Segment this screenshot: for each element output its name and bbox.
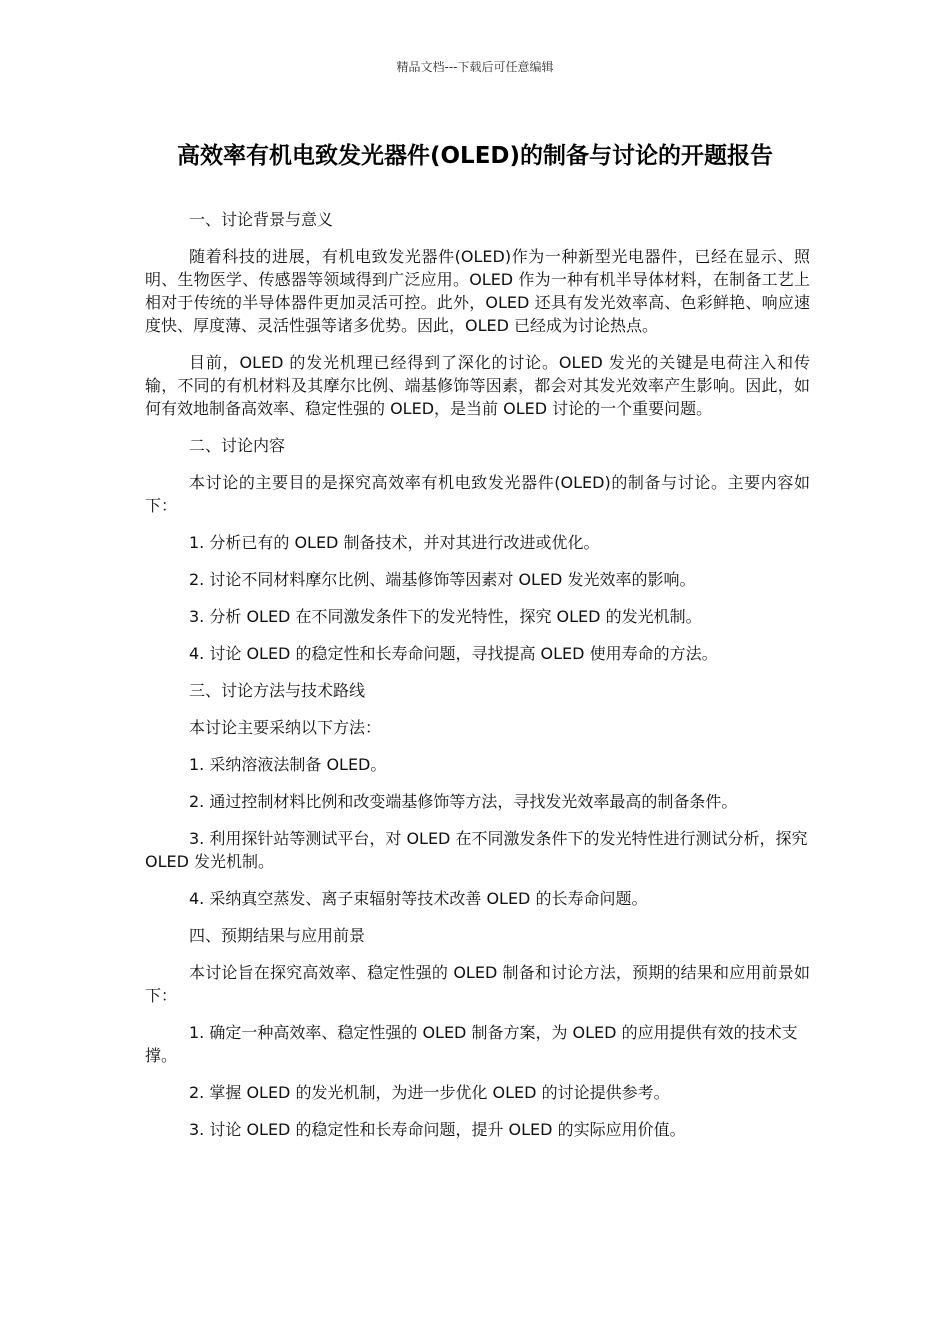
paragraph-background-2: 目前，OLED 的发光机理已经得到了深化的讨论。OLED 发光的关键是电荷注入和传输，不同的有机材料及其摩尔比例、端基修饰等因素，都会对其发光效率产生影响。因此，如何有效地制备高效率、稳定性强的 OLED，是当前 OLED 讨论的一个重要问题。 xyxy=(145,353,810,418)
list-item: 1. 采纳溶液法制备 OLED。 xyxy=(189,755,387,774)
section-heading-expected-results: 四、预期结果与应用前景 xyxy=(189,926,366,945)
list-item: 2. 讨论不同材料摩尔比例、端基修饰等因素对 OLED 发光效率的影响。 xyxy=(189,570,696,589)
list-item: 1. 分析已有的 OLED 制备技术，并对其进行改进或优化。 xyxy=(189,533,600,552)
list-item: 4. 讨论 OLED 的稳定性和长寿命问题，寻找提高 OLED 使用寿命的方法。 xyxy=(189,644,718,663)
list-item: 3. 分析 OLED 在不同激发条件下的发光特性，探究 OLED 的发光机制。 xyxy=(189,607,702,626)
paragraph-background-1: 随着科技的进展，有机电致发光器件(OLED)作为一种新型光电器件，已经在显示、照明、生物医学、传感器等领域得到广泛应用。OLED 作为一种有机半导体材料，在制备工艺上相对于传统的半导体器件更加灵活可控。此外，OLED 还具有发光效率高、色彩鲜艳、响应速度快、厚度薄、灵活性强等诸多优势。因此，OLED 已经成为讨论热点。 xyxy=(145,247,810,335)
paragraph-content-intro: 本讨论的主要目的是探究高效率有机电致发光器件(OLED)的制备与讨论。主要内容如下： xyxy=(145,473,810,515)
list-item: 3. 利用探针站等测试平台，对 OLED 在不同激发条件下的发光特性进行测试分析，探究 OLED 发光机制。 xyxy=(145,829,808,871)
list-item: 2. 掌握 OLED 的发光机制，为进一步优化 OLED 的讨论提供参考。 xyxy=(189,1083,670,1102)
list-item: 3. 讨论 OLED 的稳定性和长寿命问题，提升 OLED 的实际应用价值。 xyxy=(189,1120,686,1139)
list-item: 1. 确定一种高效率、稳定性强的 OLED 制备方案，为 OLED 的应用提供有效的技术支撑。 xyxy=(145,1023,798,1065)
document-title: 高效率有机电致发光器件(OLED)的制备与讨论的开题报告 xyxy=(176,143,774,169)
section-heading-methods: 三、讨论方法与技术路线 xyxy=(189,681,366,700)
list-item: 2. 通过控制材料比例和改变端基修饰等方法，寻找发光效率最高的制备条件。 xyxy=(189,792,738,811)
section-heading-background: 一、讨论背景与意义 xyxy=(189,210,334,229)
header-note: 精品文档---下载后可任意编辑 xyxy=(396,60,554,74)
list-item: 4. 采纳真空蒸发、离子束辐射等技术改善 OLED 的长寿命问题。 xyxy=(189,889,648,908)
paragraph-methods-intro: 本讨论主要采纳以下方法： xyxy=(189,718,382,737)
paragraph-results-intro: 本讨论旨在探究高效率、稳定性强的 OLED 制备和讨论方法，预期的结果和应用前景如下： xyxy=(145,963,810,1005)
section-heading-content: 二、讨论内容 xyxy=(189,436,286,455)
document-body xyxy=(145,208,810,1155)
